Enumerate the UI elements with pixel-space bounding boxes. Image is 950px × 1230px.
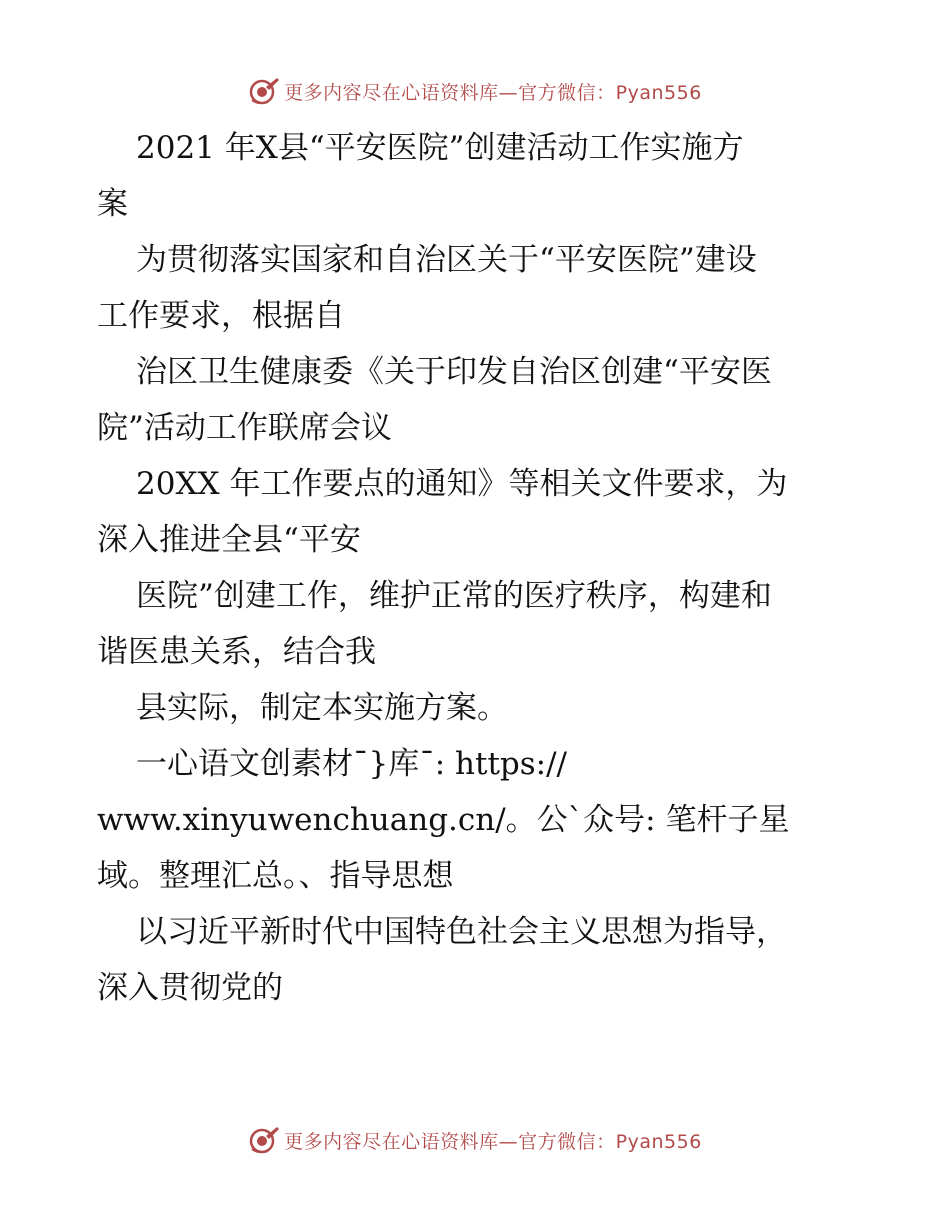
document-line: 2021 年X县“平安医院”创建活动工作实施方 [136, 130, 744, 166]
document-line: 工作要求，根据自 [97, 298, 345, 334]
document-line: 院”活动工作联席会议 [97, 410, 392, 446]
document-line: 治区卫生健康委《关于印发自治区创建“平安医 [136, 354, 772, 390]
pen-logo-icon [248, 75, 280, 107]
document-line: 域。整理汇总。、指导思想 [97, 858, 454, 894]
document-line: 以习近平新时代中国特色社会主义思想为指导， [136, 914, 787, 950]
document-line: 一心语文创素材¯}库¯: https:// [136, 746, 567, 782]
document-line: 县实际，制定本实施方案。 [136, 690, 508, 726]
document-line: 医院”创建工作，维护正常的医疗秩序，构建和 [136, 578, 772, 614]
footer-banner [0, 1120, 950, 1160]
header-banner-text: 更多内容尽在心语资料库—官方微信：Pyan556 [284, 81, 702, 104]
document-line: 20XX 年工作要点的通知》等相关文件要求，为 [136, 466, 788, 502]
pen-logo-icon [248, 1124, 280, 1156]
document-body [97, 120, 857, 1016]
document-line: 深入推进全县“平安 [97, 522, 361, 558]
document-line: 案 [97, 186, 128, 222]
footer-banner-text: 更多内容尽在心语资料库—官方微信：Pyan556 [284, 1130, 702, 1153]
document-line: www.xinyuwenchuang.cn/。公`众号: 笔杆子星 [97, 802, 790, 838]
header-banner [0, 71, 950, 111]
document-line: 为贯彻落实国家和自治区关于“平安医院”建设 [136, 242, 757, 278]
document-line: 深入贯彻党的 [97, 970, 283, 1006]
document-line: 谐医患关系，结合我 [97, 634, 376, 670]
